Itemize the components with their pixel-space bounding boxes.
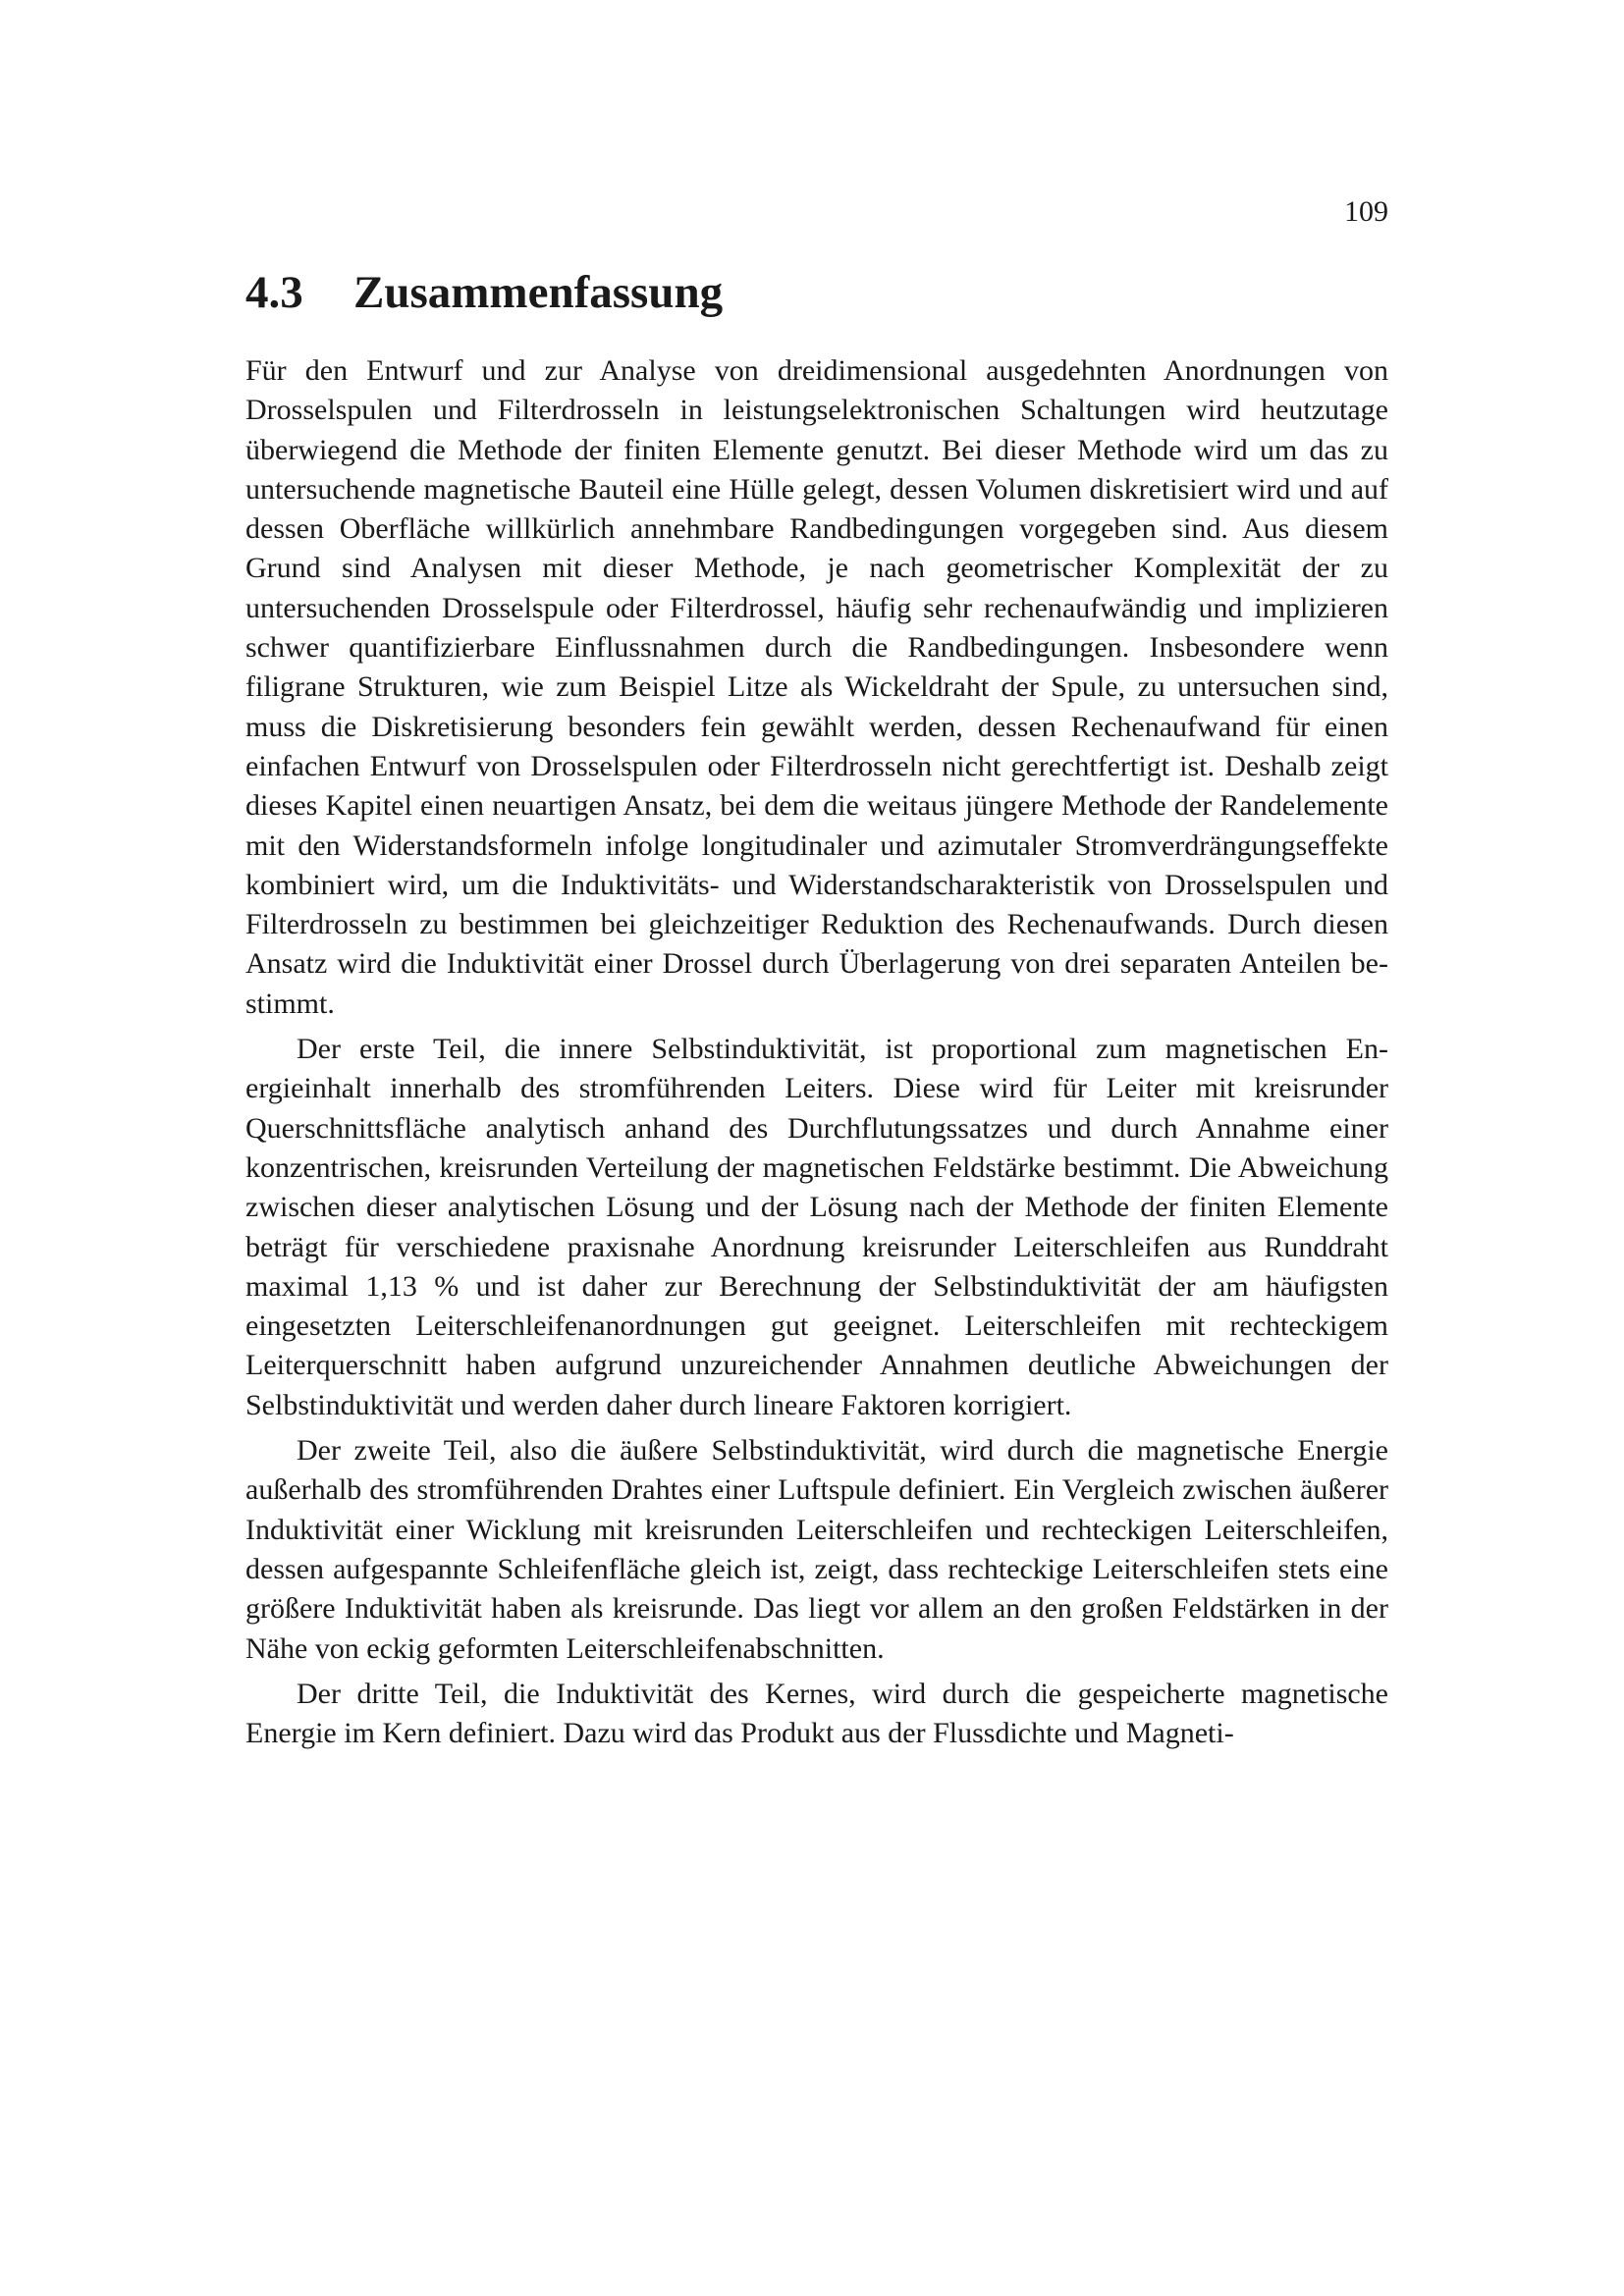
section-title: Zusammenfassung — [353, 267, 724, 318]
paragraph-outer-self-inductance: Der zweite Teil, also die äußere Selbstinduktivität, wird durch die magnetische Energie außerhalb des stromführenden Drahtes einer Luftspule definiert. Ein Vergleich zwischen äußerer Induktivität einer Wicklung mit kreisrunden Leiterschleifen und rechteckigen Leiterschleifen, dessen aufgespannte Schleifenfläche gleich ist, zeigt, dass rechteckige Leiterschleifen stets eine größere Induktivität haben als kreisrunde. Das liegt vor allem an den großen Feldstärken in der Nähe von eckig geformten Leiterschleifenabschnitten. — [245, 1434, 1388, 1665]
section-number: 4.3 — [245, 267, 303, 318]
page-number: 109 — [1344, 195, 1388, 228]
section-heading — [245, 263, 723, 322]
paragraph-intro: Für den Entwurf und zur Analyse von dreidimensional ausgedehnten Anordnungen von Drosselspulen und Filterdrosseln in leistungselektronischen Schaltungen wird heutzutage überwiegend die Methode der finiten Elemente genutzt. Bei dieser Methode wird um das zu untersuchende magnetische Bauteil eine Hülle gelegt, dessen Volumen diskretisiert wird und auf dessen Oberfläche willkürlich annehmbare Randbedingungen vorgegeben sind. Aus diesem Grund sind Analysen mit dieser Methode, je nach geometrischer Komplexität der zu untersuchenden Drosselspule oder Filterdrossel, häufig sehr rechenaufwändig und implizieren schwer quantifizierbare Einflussnahmen durch die Randbedingungen. Insbesondere wenn filigrane Strukturen, wie zum Beispiel Litze als Wickeldraht der Spule, zu untersuchen sind, muss die Diskretisierung besonders fein gewählt werden, dessen Rechenaufwand für einen einfachen Entwurf von Drosselspulen oder Filterdrosseln nicht gerechtfertigt ist. Deshalb zeigt dieses Kapitel einen neuartigen Ansatz, bei dem die weitaus jüngere Methode der Randelemente mit den Widerstandsformeln infolge longitudinaler und azimutaler Stromverdrängungseffekte kombiniert wird, um die Induktivitäts- und Widerstandscharakteristik von Drosselspulen und Filterdrosseln zu bestimmen bei gleichzeitiger Reduktion des Rechenaufwands. Durch diesen Ansatz wird die Induktivität einer Drossel durch Überlagerung von drei separaten Anteilen bestimmt. — [245, 354, 1388, 1020]
body-text — [245, 351, 1388, 1759]
paragraph-core-inductance: Der dritte Teil, die Induktivität des Kernes, wird durch die gespeicherte magnetische Energie im Kern definiert. Dazu wird das Produkt aus der Flussdichte und Magneti- — [245, 1677, 1388, 1750]
paragraph-inner-self-inductance: Der erste Teil, die innere Selbstinduktivität, ist proportional zum magnetischen Energieinhalt innerhalb des stromführenden Leiters. Diese wird für Leiter mit kreisrunder Querschnittsfläche analytisch anhand des Durchflutungssatzes und durch Annahme einer konzentrischen, kreisrunden Verteilung der magnetischen Feldstärke bestimmt. Die Abweichung zwischen dieser analytischen Lösung und der Lösung nach der Methode der finiten Elemente beträgt für verschiedene praxisnahe Anordnung kreisrunder Leiterschleifen aus Runddraht maximal 1,13 % und ist daher zur Berechnung der Selbstinduktivität der am häufigsten eingesetzten Leiterschleifenanordnungen gut geeignet. Leiterschleifen mit rechteckigem Leiterquerschnitt haben aufgrund unzureichender Annahmen deutliche Abweichungen der Selbstinduktivität und werden daher durch lineare Faktoren korrigiert. — [245, 1033, 1388, 1421]
